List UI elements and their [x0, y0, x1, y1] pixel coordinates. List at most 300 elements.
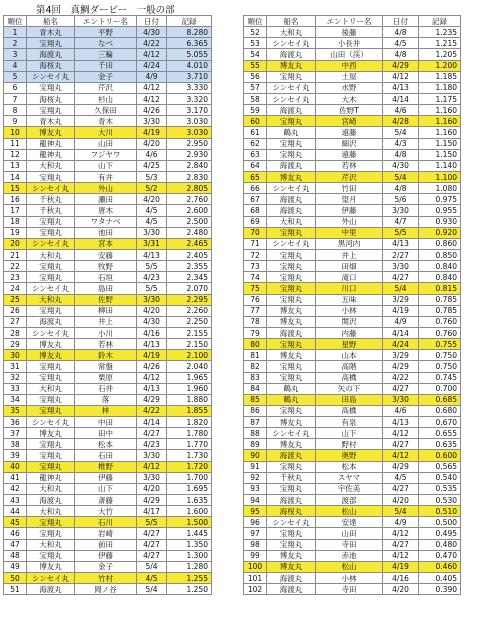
boat-name-cell: シンセイ丸 [267, 183, 316, 194]
date-cell: 5/4 [383, 127, 419, 138]
entry-name-cell: 鈴木 [75, 350, 137, 361]
entry-name-cell: 山下 [316, 428, 383, 439]
record-cell: 1.965 [167, 372, 212, 383]
rank-cell: 13 [4, 160, 27, 171]
boat-name-cell: 千秋丸 [267, 472, 316, 483]
boat-name-cell: シンセイ丸 [27, 283, 75, 294]
table-row [4, 417, 212, 428]
header-rank: 順位 [244, 16, 267, 27]
rank-cell: 101 [244, 573, 267, 584]
rank-cell: 53 [244, 38, 267, 49]
boat-name-cell: 青木丸 [27, 27, 75, 38]
rank-cell: 46 [4, 528, 27, 539]
boat-name-cell: 宝翔丸 [27, 550, 75, 561]
table-row [4, 327, 212, 338]
rank-cell: 60 [244, 116, 267, 127]
rank-cell: 95 [244, 506, 267, 517]
date-cell: 4/12 [137, 372, 167, 383]
boat-name-cell: シンセイ丸 [27, 417, 75, 428]
boat-name-cell: 博友丸 [267, 171, 316, 182]
table-row [4, 272, 212, 283]
table-row [4, 372, 212, 383]
entry-name-cell: 松山 [316, 561, 383, 572]
entry-name-cell: 有井 [75, 171, 137, 182]
date-cell: 4/5 [137, 205, 167, 216]
entry-name-cell: 中田 [75, 417, 137, 428]
boat-name-cell: 宝翔丸 [267, 483, 316, 494]
table-row [244, 305, 461, 316]
table-row [4, 160, 212, 171]
date-cell: 5/5 [383, 227, 419, 238]
entry-name-cell: 伊藤 [75, 472, 137, 483]
rank-cell: 27 [4, 316, 27, 327]
record-cell: 0.760 [419, 327, 461, 338]
entry-name-cell: 斎藤 [75, 495, 137, 506]
rank-cell: 18 [4, 216, 27, 227]
boat-name-cell: 大和丸 [27, 506, 75, 517]
boat-name-cell: 宝翔丸 [267, 372, 316, 383]
entry-name-cell: 松本 [316, 461, 383, 472]
entry-name-cell: 林 [75, 405, 137, 416]
table-row [4, 573, 212, 584]
table-row [4, 472, 212, 483]
rank-cell: 76 [244, 294, 267, 305]
date-cell: 4/13 [383, 417, 419, 428]
entry-name-cell: 山下 [75, 160, 137, 171]
date-cell: 5/5 [137, 283, 167, 294]
rank-cell: 89 [244, 439, 267, 450]
boat-name-cell: 海渡丸 [267, 49, 316, 60]
entry-name-cell: 矢の下 [316, 383, 383, 394]
entry-name-cell: 芹沢 [316, 171, 383, 182]
boat-name-cell: 宝翔丸 [27, 450, 75, 461]
table-row [244, 38, 461, 49]
boat-name-cell: 宝翔丸 [267, 339, 316, 350]
date-cell: 4/26 [137, 105, 167, 116]
date-cell: 5/3 [137, 171, 167, 182]
rank-cell: 11 [4, 138, 27, 149]
rank-cell: 43 [4, 495, 27, 506]
record-cell: 2.155 [167, 327, 212, 338]
rank-cell: 65 [244, 171, 267, 182]
date-cell: 4/29 [137, 394, 167, 405]
table-row [244, 506, 461, 517]
table-row [4, 38, 212, 49]
table-row [4, 305, 212, 316]
record-cell: 1.185 [419, 71, 461, 82]
table-row [244, 316, 461, 327]
boat-name-cell: 大和丸 [27, 294, 75, 305]
entry-name-cell: 柳田 [75, 305, 137, 316]
entry-name-cell: なべ [75, 38, 137, 49]
record-cell: 1.200 [419, 60, 461, 71]
date-cell: 4/9 [137, 71, 167, 82]
date-cell: 4/14 [383, 93, 419, 104]
table-row [4, 383, 212, 394]
table-row [4, 350, 212, 361]
boat-name-cell: 大和丸 [267, 27, 316, 38]
rank-cell: 102 [244, 584, 267, 595]
date-cell: 4/5 [137, 573, 167, 584]
rank-cell: 84 [244, 383, 267, 394]
entry-name-cell: 栗原 [75, 372, 137, 383]
rank-cell: 42 [4, 483, 27, 494]
boat-name-cell: 宝翔丸 [27, 394, 75, 405]
rank-cell: 2 [4, 38, 27, 49]
record-cell: 0.670 [419, 417, 461, 428]
table-row [4, 249, 212, 260]
record-cell: 1.235 [419, 27, 461, 38]
rank-cell: 39 [4, 450, 27, 461]
boat-name-cell: シンセイ丸 [267, 517, 316, 528]
record-cell: 2.150 [167, 339, 212, 350]
table-row [4, 127, 212, 138]
rank-cell: 66 [244, 183, 267, 194]
table-row [244, 439, 461, 450]
entry-name-cell: 若林 [316, 160, 383, 171]
rank-cell: 100 [244, 561, 267, 572]
rank-cell: 57 [244, 82, 267, 93]
record-cell: 2.500 [167, 216, 212, 227]
entry-name-cell: 島田 [75, 283, 137, 294]
date-cell: 4/12 [383, 428, 419, 439]
header-entry: エントリー名 [75, 16, 137, 27]
date-cell: 5/4 [383, 171, 419, 182]
rank-cell: 87 [244, 417, 267, 428]
boat-name-cell: 千秋丸 [27, 205, 75, 216]
rank-cell: 4 [4, 60, 27, 71]
record-cell: 0.600 [419, 450, 461, 461]
rank-cell: 31 [4, 361, 27, 372]
rank-cell: 90 [244, 450, 267, 461]
boat-name-cell: 宝翔丸 [27, 227, 75, 238]
entry-name-cell: 竹村 [75, 573, 137, 584]
boat-name-cell: 宝翔丸 [27, 405, 75, 416]
rank-cell: 41 [4, 472, 27, 483]
record-cell: 0.390 [419, 584, 461, 595]
date-cell: 4/22 [137, 38, 167, 49]
date-cell: 4/27 [383, 483, 419, 494]
rank-cell: 59 [244, 105, 267, 116]
date-cell: 4/5 [383, 472, 419, 483]
boat-name-cell: 宝翔丸 [27, 528, 75, 539]
entry-name-cell: 小長井 [316, 38, 383, 49]
entry-name-cell: 小林 [316, 305, 383, 316]
entry-name-cell: 牧野 [75, 261, 137, 272]
date-cell: 4/12 [383, 71, 419, 82]
table-row [4, 205, 212, 216]
boat-name-cell: シンセイ丸 [27, 573, 75, 584]
table-row [244, 339, 461, 350]
rank-cell: 67 [244, 194, 267, 205]
boat-name-cell: 博友丸 [27, 339, 75, 350]
date-cell: 4/8 [383, 49, 419, 60]
boat-name-cell: 博友丸 [267, 439, 316, 450]
table-row [244, 238, 461, 249]
entry-name-cell: フジヤワ [75, 149, 137, 160]
table-row [4, 294, 212, 305]
table-row [4, 439, 212, 450]
boat-name-cell: 龍神丸 [27, 149, 75, 160]
record-cell: 0.565 [419, 461, 461, 472]
boat-name-cell: 宝翔丸 [267, 294, 316, 305]
entry-name-cell: スヤマ [316, 472, 383, 483]
boat-name-cell: 千秋丸 [27, 194, 75, 205]
rank-cell: 20 [4, 238, 27, 249]
rank-cell: 37 [4, 428, 27, 439]
table-row [244, 93, 461, 104]
entry-name-cell: 寺田 [316, 539, 383, 550]
rank-cell: 32 [4, 372, 27, 383]
rank-cell: 91 [244, 461, 267, 472]
boat-name-cell: 大和丸 [27, 249, 75, 260]
boat-name-cell: 海渡丸 [267, 194, 316, 205]
table-row [244, 49, 461, 60]
date-cell: 4/24 [137, 60, 167, 71]
record-cell: 3.170 [167, 105, 212, 116]
table-row [4, 339, 212, 350]
record-cell: 3.710 [167, 71, 212, 82]
date-cell: 4/27 [137, 428, 167, 439]
record-cell: 0.750 [419, 350, 461, 361]
entry-name-cell: 中西 [316, 60, 383, 71]
record-cell: 1.600 [167, 506, 212, 517]
record-cell: 0.510 [419, 506, 461, 517]
rank-cell: 9 [4, 116, 27, 127]
record-cell: 4.010 [167, 60, 212, 71]
rank-cell: 15 [4, 183, 27, 194]
table-row [244, 272, 461, 283]
rank-cell: 14 [4, 171, 27, 182]
rank-cell: 12 [4, 149, 27, 160]
date-cell: 4/12 [383, 550, 419, 561]
record-cell: 1.150 [419, 149, 461, 160]
boat-name-cell: 博友丸 [267, 350, 316, 361]
table-row [244, 461, 461, 472]
rank-cell: 34 [4, 394, 27, 405]
record-cell: 1.175 [419, 93, 461, 104]
date-cell: 4/12 [137, 82, 167, 93]
rank-cell: 97 [244, 528, 267, 539]
table-row [4, 461, 212, 472]
record-cell: 2.260 [167, 305, 212, 316]
table-row [244, 261, 461, 272]
table-row [244, 171, 461, 182]
table-header-row [4, 16, 212, 27]
date-cell: 3/31 [137, 238, 167, 249]
boat-name-cell: 博友丸 [267, 561, 316, 572]
record-cell: 0.930 [419, 216, 461, 227]
record-cell: 0.750 [419, 361, 461, 372]
table-row [244, 138, 461, 149]
entry-name-cell: 宮本 [75, 238, 137, 249]
table-row [244, 105, 461, 116]
entry-name-cell: 金子 [75, 561, 137, 572]
entry-name-cell: 奥野 [316, 450, 383, 461]
date-cell: 4/8 [383, 27, 419, 38]
entry-name-cell: 赤池 [316, 550, 383, 561]
date-cell: 3/30 [137, 450, 167, 461]
record-cell: 1.880 [167, 394, 212, 405]
date-cell: 4/24 [383, 339, 419, 350]
rank-cell: 22 [4, 261, 27, 272]
entry-name-cell: 遠藤 [316, 127, 383, 138]
boat-name-cell: 海桜丸 [267, 506, 316, 517]
record-cell: 1.700 [167, 472, 212, 483]
entry-name-cell: 中里 [316, 227, 383, 238]
table-row [244, 561, 461, 572]
entry-name-cell: 小川 [75, 327, 137, 338]
entry-name-cell: 青木 [75, 116, 137, 127]
table-row [4, 82, 212, 93]
entry-name-cell: 松山 [316, 506, 383, 517]
record-cell: 0.975 [419, 194, 461, 205]
header-record: 記録 [419, 16, 461, 27]
table-row [244, 350, 461, 361]
entry-name-cell: 宮崎 [316, 116, 383, 127]
boat-name-cell: 宝翔丸 [267, 539, 316, 550]
entry-name-cell: 外山 [316, 216, 383, 227]
table-row [4, 394, 212, 405]
date-cell: 4/13 [383, 82, 419, 93]
boat-name-cell: 海渡丸 [267, 573, 316, 584]
entry-name-cell: 田島 [316, 394, 383, 405]
entry-name-cell: 五味 [316, 294, 383, 305]
record-cell: 1.500 [167, 517, 212, 528]
record-cell: 1.855 [167, 405, 212, 416]
record-cell: 1.780 [167, 428, 212, 439]
date-cell: 5/5 [137, 261, 167, 272]
rank-cell: 1 [4, 27, 27, 38]
record-cell: 1.770 [167, 439, 212, 450]
record-cell: 1.280 [167, 561, 212, 572]
date-cell: 4/25 [137, 160, 167, 171]
date-cell: 4/19 [383, 561, 419, 572]
boat-name-cell: 海渡丸 [267, 495, 316, 506]
entry-name-cell: 松本 [75, 439, 137, 450]
record-cell: 2.355 [167, 261, 212, 272]
boat-name-cell: 宝翔丸 [27, 171, 75, 182]
entry-name-cell: 唐木 [75, 205, 137, 216]
rank-cell: 62 [244, 138, 267, 149]
record-cell: 8.280 [167, 27, 212, 38]
record-cell: 2.840 [167, 160, 212, 171]
date-cell: 4/20 [137, 138, 167, 149]
date-cell: 4/22 [137, 405, 167, 416]
header-date: 日付 [137, 16, 167, 27]
entry-name-cell: 前田 [75, 539, 137, 550]
table-row [4, 550, 212, 561]
entry-name-cell: 大川 [75, 127, 137, 138]
date-cell: 3/30 [383, 205, 419, 216]
date-cell: 4/22 [383, 372, 419, 383]
boat-name-cell: 博友丸 [267, 316, 316, 327]
entry-name-cell: 伊藤 [75, 550, 137, 561]
boat-name-cell: 宝翔丸 [27, 216, 75, 227]
entry-name-cell: 平野 [75, 27, 137, 38]
date-cell: 4/7 [383, 216, 419, 227]
table-row [244, 417, 461, 428]
record-cell: 1.255 [167, 573, 212, 584]
date-cell: 4/8 [383, 183, 419, 194]
rank-cell: 94 [244, 495, 267, 506]
date-cell: 5/4 [137, 561, 167, 572]
boat-name-cell: 宝翔丸 [267, 528, 316, 539]
boat-name-cell: 宝翔丸 [267, 283, 316, 294]
date-cell: 4/29 [383, 461, 419, 472]
entry-name-cell: 小林 [316, 573, 383, 584]
date-cell: 5/4 [383, 506, 419, 517]
entry-name-cell: 椎野 [75, 461, 137, 472]
boat-name-cell: 海渡丸 [27, 316, 75, 327]
table-row [4, 450, 212, 461]
entry-name-cell: 井上 [316, 249, 383, 260]
rank-cell: 68 [244, 205, 267, 216]
entry-name-cell: 千田 [75, 60, 137, 71]
boat-name-cell: 宝翔丸 [267, 71, 316, 82]
record-cell: 1.205 [419, 49, 461, 60]
boat-name-cell: 大和丸 [27, 539, 75, 550]
rank-cell: 36 [4, 417, 27, 428]
rank-cell: 79 [244, 327, 267, 338]
record-cell: 1.160 [419, 127, 461, 138]
entry-name-cell: 佐野T [316, 105, 383, 116]
date-cell: 4/30 [137, 27, 167, 38]
record-cell: 1.300 [167, 550, 212, 561]
table-row [4, 517, 212, 528]
date-cell: 4/9 [383, 316, 419, 327]
rank-cell: 54 [244, 49, 267, 60]
entry-name-cell: 山下 [75, 483, 137, 494]
date-cell: 4/19 [137, 350, 167, 361]
boat-name-cell: 海渡丸 [267, 160, 316, 171]
entry-name-cell: 岡ノ谷 [75, 584, 137, 595]
table-row [244, 483, 461, 494]
boat-name-cell: シンセイ丸 [27, 327, 75, 338]
record-cell: 1.250 [167, 584, 212, 595]
table-row [244, 82, 461, 93]
date-cell: 4/12 [383, 450, 419, 461]
table-row [244, 405, 461, 416]
date-cell: 3/30 [137, 116, 167, 127]
table-row [244, 550, 461, 561]
record-cell: 0.850 [419, 249, 461, 260]
record-cell: 3.030 [167, 116, 212, 127]
entry-name-cell: 水野 [316, 82, 383, 93]
entry-name-cell: 久保田 [75, 105, 137, 116]
table-row [244, 539, 461, 550]
table-row [244, 294, 461, 305]
entry-name-cell: 安藤 [75, 249, 137, 260]
date-cell: 5/6 [383, 194, 419, 205]
record-cell: 0.840 [419, 272, 461, 283]
table-row [4, 361, 212, 372]
table-row [244, 205, 461, 216]
rank-cell: 47 [4, 539, 27, 550]
table-row [4, 238, 212, 249]
rank-cell: 25 [4, 294, 27, 305]
entry-name-cell: 落 [75, 394, 137, 405]
entry-name-cell: 田中 [75, 428, 137, 439]
record-cell: 3.330 [167, 82, 212, 93]
record-cell: 1.160 [419, 105, 461, 116]
record-cell: 6.365 [167, 38, 212, 49]
table-row [4, 227, 212, 238]
boat-name-cell: 宝翔丸 [267, 272, 316, 283]
record-cell: 2.295 [167, 294, 212, 305]
boat-name-cell: 宝翔丸 [27, 305, 75, 316]
boat-name-cell: 海渡丸 [267, 584, 316, 595]
